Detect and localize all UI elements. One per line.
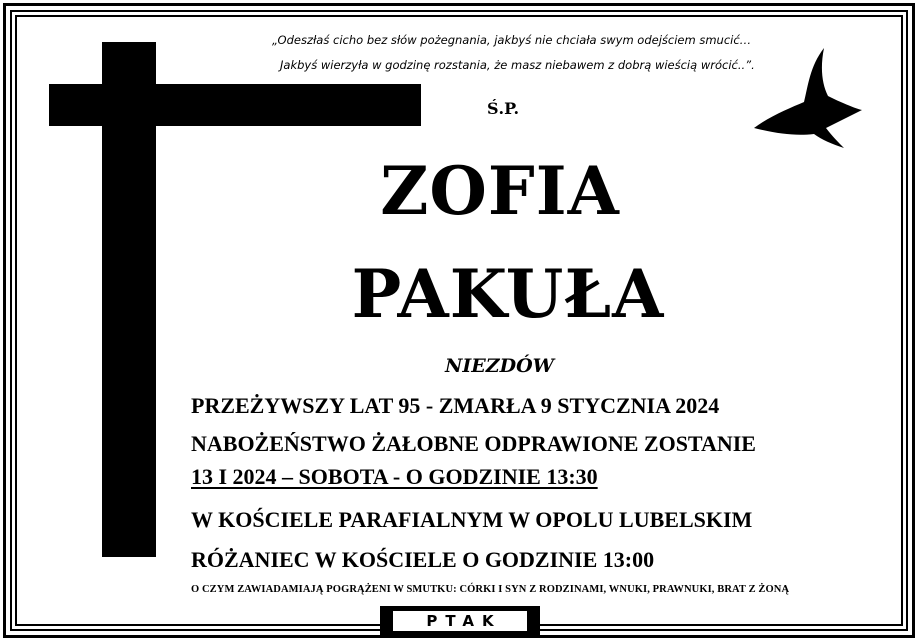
quote-line-1: „Odeszłaś cicho bez słów pożegnania, jakbyś nie chciała swym odejściem smucić… [272, 33, 752, 47]
prefix-sp: Ś.P. [487, 99, 520, 118]
quote-line-2: Jakbyś wierzyła w godzinę rozstania, że masz niebawem z dobrą wieścią wrócić..”. [280, 58, 755, 72]
cross-horizontal-beam [49, 84, 421, 126]
family-notice: O CZYM ZAWIADAMIAJĄ POGRĄŻENI W SMUTKU: CÓRKI I SYN Z RODZINAMI, WNUKI, PRAWNUKI, BRAT Z ŻONĄ [191, 584, 790, 595]
church-location: W KOŚCIELE PARAFIALNYM W OPOLU LUBELSKIM [191, 507, 753, 532]
service-datetime: 13 I 2024 – SOBOTA - O GODZINIE 13:30 [191, 464, 598, 489]
last-name: PAKUŁA [351, 255, 665, 333]
service-announcement: NABOŻEŃSTWO ŻAŁOBNE ODPRAWIONE ZOSTANIE [191, 431, 756, 456]
rosary-time: RÓŻANIEC W KOŚCIELE O GODZINIE 13:00 [191, 547, 655, 572]
age-and-death-date: PRZEŻYWSZY LAT 95 - ZMARŁA 9 STYCZNIA 2024 [191, 393, 720, 418]
first-name: ZOFIA [380, 152, 620, 230]
place-of-residence: NIEZDÓW [445, 355, 554, 377]
brand-logo: PTAK [393, 611, 527, 631]
dove-icon [750, 42, 865, 152]
